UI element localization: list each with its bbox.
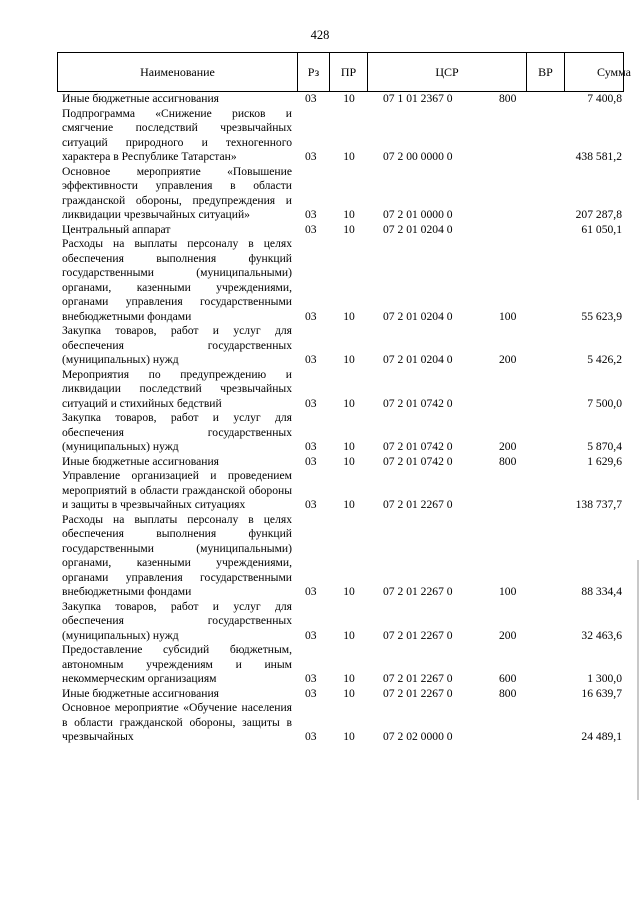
table-body <box>62 92 622 745</box>
table-row <box>62 92 622 107</box>
cell-pr: 10 <box>343 628 355 642</box>
cell-vr: 200 <box>499 628 517 642</box>
cell-name: Подпрограмма «Снижение рисков и смягчение последствий чрезвычайных ситуаций природного и техногенного характера в Республике Татарстан» <box>62 106 292 163</box>
table-row <box>62 469 622 513</box>
cell-name: Иные бюджетные ассигнования <box>62 454 219 468</box>
cell-rz: 03 <box>305 92 317 105</box>
cell-vr: 800 <box>499 454 517 468</box>
cell-sum: 207 287,8 <box>575 208 622 221</box>
cell-csr: 07 2 00 0000 0 <box>383 150 453 163</box>
table-row <box>62 107 622 165</box>
cell-csr: 07 2 01 2267 0 <box>383 585 453 598</box>
cell-rz: 03 <box>305 208 317 221</box>
cell-rz: 03 <box>305 498 317 511</box>
cell-name: Закупка товаров, работ и услуг для обеспечения государственных (муниципальных) нужд <box>62 411 292 453</box>
cell-pr: 10 <box>343 150 355 163</box>
cell-rz: 03 <box>305 396 317 410</box>
table-row <box>62 223 622 238</box>
table-header <box>57 52 631 92</box>
cell-vr: 100 <box>499 585 517 598</box>
cell-pr: 10 <box>343 396 355 410</box>
cell-csr: 07 2 01 2267 0 <box>383 498 453 511</box>
cell-vr: 600 <box>499 672 517 685</box>
cell-pr: 10 <box>343 92 355 105</box>
header-name: Наименование <box>58 53 298 91</box>
cell-sum: 5 426,2 <box>587 353 622 366</box>
cell-sum: 5 870,4 <box>587 440 622 453</box>
cell-sum: 7 500,0 <box>587 396 622 410</box>
cell-rz: 03 <box>305 686 317 700</box>
cell-csr: 07 2 02 0000 0 <box>383 730 453 743</box>
cell-rz: 03 <box>305 454 317 468</box>
cell-rz: 03 <box>305 730 317 743</box>
cell-sum: 55 623,9 <box>581 309 622 323</box>
table-row <box>62 600 622 644</box>
table-row <box>62 411 622 455</box>
cell-csr: 07 2 01 2267 0 <box>383 672 453 685</box>
cell-sum: 61 050,1 <box>581 222 622 236</box>
cell-vr: 800 <box>499 92 517 105</box>
cell-sum: 7 400,8 <box>587 92 622 105</box>
table-row <box>62 237 622 324</box>
cell-name: Центральный аппарат <box>62 222 171 236</box>
cell-rz: 03 <box>305 628 317 642</box>
table-row <box>62 513 622 600</box>
cell-name: Иные бюджетные ассигнования <box>62 92 219 105</box>
cell-rz: 03 <box>305 585 317 598</box>
cell-vr: 100 <box>499 309 517 323</box>
table-row <box>62 701 622 745</box>
cell-pr: 10 <box>343 585 355 598</box>
header-vr: ВР <box>527 53 565 91</box>
cell-pr: 10 <box>343 222 355 236</box>
cell-sum: 138 737,7 <box>575 498 622 511</box>
scan-edge-mark <box>637 560 639 800</box>
table-row <box>62 324 622 368</box>
cell-csr: 07 2 01 2267 0 <box>383 628 453 642</box>
cell-name: Основное мероприятие «Обучение населения в области гражданской обороны, защиты в чрезвычайных <box>62 701 292 743</box>
cell-csr: 07 2 01 0204 0 <box>383 309 453 323</box>
table-row <box>62 368 622 412</box>
cell-vr: 800 <box>499 686 517 700</box>
cell-sum: 1 300,0 <box>587 672 622 685</box>
cell-pr: 10 <box>343 353 355 366</box>
cell-csr: 07 2 01 0742 0 <box>383 440 453 453</box>
cell-sum: 24 489,1 <box>581 730 622 743</box>
cell-pr: 10 <box>343 309 355 323</box>
cell-csr: 07 2 01 0000 0 <box>383 208 453 221</box>
cell-sum: 16 639,7 <box>581 686 622 700</box>
cell-name: Иные бюджетные ассигнования <box>62 686 219 700</box>
cell-pr: 10 <box>343 672 355 685</box>
cell-pr: 10 <box>343 208 355 221</box>
page-number: 428 <box>310 28 330 42</box>
cell-rz: 03 <box>305 222 317 236</box>
header-pr: ПР <box>330 53 368 91</box>
cell-csr: 07 2 01 0742 0 <box>383 454 453 468</box>
cell-rz: 03 <box>305 353 317 366</box>
cell-rz: 03 <box>305 440 317 453</box>
table-row <box>62 687 622 702</box>
cell-csr: 07 2 01 0742 0 <box>383 396 453 410</box>
header-sum: Сумма <box>597 65 631 79</box>
cell-name: Закупка товаров, работ и услуг для обеспечения государственных (муниципальных) нужд <box>62 324 292 366</box>
cell-pr: 10 <box>343 498 355 511</box>
table-row <box>62 455 622 470</box>
cell-pr: 10 <box>343 440 355 453</box>
table-row <box>62 643 622 687</box>
cell-name: Закупка товаров, работ и услуг для обеспечения государственных (муниципальных) нужд <box>62 599 292 642</box>
cell-csr: 07 2 01 2267 0 <box>383 686 453 700</box>
cell-csr: 07 1 01 2367 0 <box>383 92 453 105</box>
cell-name: Мероприятия по предупреждению и ликвидации последствий чрезвычайных ситуаций и стихийных бедствий <box>62 367 292 410</box>
cell-name: Расходы на выплаты персоналу в целях обеспечения выполнения функций государственными (муниципальными) органами, казенными учреждениями, органами управления государственными внебюджетными фондами <box>62 512 292 598</box>
cell-name: Расходы на выплаты персоналу в целях обеспечения выполнения функций государственными (муниципальными) органами, казенными учреждениями, органами управления государственными внебюджетными фондами <box>62 237 292 323</box>
cell-sum: 1 629,6 <box>587 454 622 468</box>
cell-pr: 10 <box>343 730 355 743</box>
header-csr: ЦСР <box>368 53 527 91</box>
cell-rz: 03 <box>305 150 317 163</box>
cell-pr: 10 <box>343 454 355 468</box>
cell-csr: 07 2 01 0204 0 <box>383 222 453 236</box>
header-rz: Рз <box>298 53 330 91</box>
cell-sum: 32 463,6 <box>581 628 622 642</box>
cell-name: Предоставление субсидий бюджетным, автономным учреждениям и иным некоммерческим организациям <box>62 643 292 685</box>
cell-rz: 03 <box>305 672 317 685</box>
cell-sum: 88 334,4 <box>581 585 622 598</box>
cell-sum: 438 581,2 <box>575 150 622 163</box>
table-row <box>62 165 622 223</box>
cell-vr: 200 <box>499 353 517 366</box>
cell-name: Управление организацией и проведением мероприятий в области гражданской обороны и защиты в чрезвычайных ситуациях <box>62 469 292 511</box>
cell-rz: 03 <box>305 309 317 323</box>
cell-csr: 07 2 01 0204 0 <box>383 353 453 366</box>
cell-name: Основное мероприятие «Повышение эффективности управления в области гражданской обороны, предупреждения и ликвидации чрезвычайных ситуаций» <box>62 164 292 221</box>
cell-pr: 10 <box>343 686 355 700</box>
cell-vr: 200 <box>499 440 517 453</box>
